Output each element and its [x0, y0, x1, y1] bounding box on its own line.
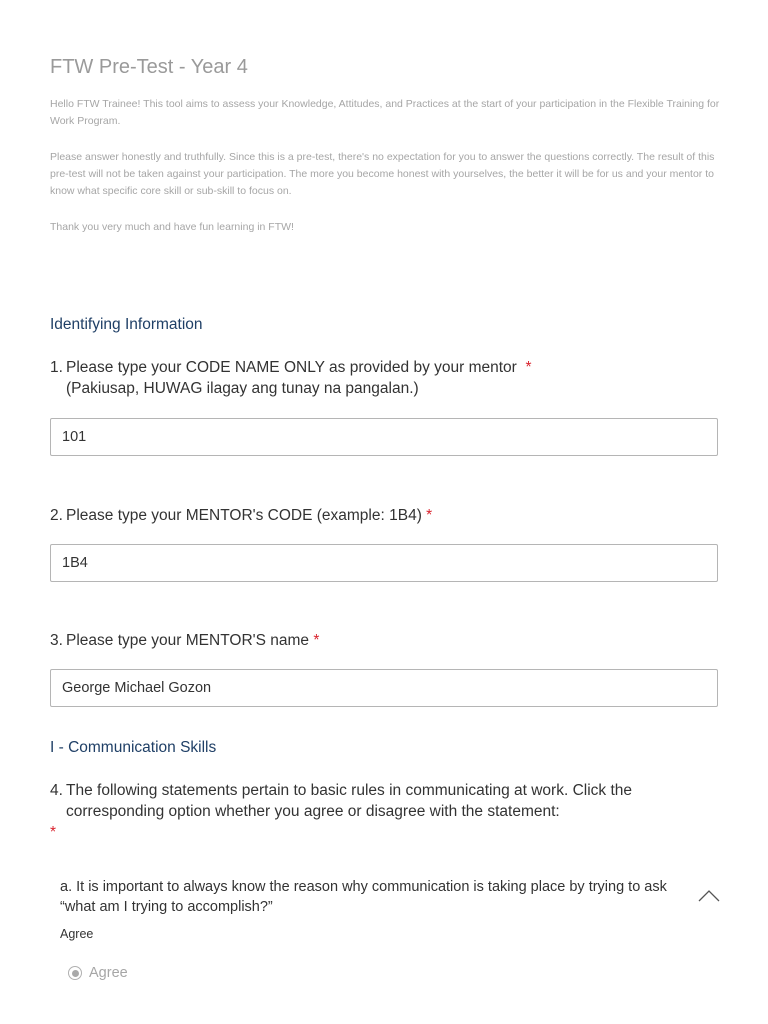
form-title: FTW Pre-Test - Year 4	[50, 56, 248, 78]
question-1-label	[50, 357, 730, 399]
intro-paragraph-3: Thank you very much and have fun learning in FTW!	[50, 221, 294, 233]
question-text: Please type your CODE NAME ONLY as provided by your mentor	[66, 359, 517, 376]
question-number: 2.	[50, 507, 63, 524]
question-text: The following statements pertain to basic rules in communicating at work. Click the	[66, 782, 632, 799]
chevron-up-icon[interactable]	[696, 884, 722, 906]
intro-paragraph-1: Hello FTW Trainee! This tool aims to assess your Knowledge, Attitudes, and Practices at the start of your participation in the Flexible Training for Work Program.	[50, 98, 720, 127]
mentor-code-input[interactable]	[50, 544, 718, 582]
required-asterisk: *	[426, 507, 433, 524]
required-asterisk: *	[525, 359, 532, 376]
question-text: Please type your MENTOR's CODE (example: 1B4)	[66, 507, 422, 524]
question-4-label	[50, 780, 730, 843]
question-subtext: (Pakiusap, HUWAG ilagay ang tunay na pangalan.)	[66, 380, 419, 397]
intro-paragraph-2: Please answer honestly and truthfully. Since this is a pre-test, there's no expectation for you to answer the questions correctly. The result of this pre-test will not be taken against your participation. The more you become honest with yourselves, the better it will be for us and your mentor to know what specific core skill or sub-skill to focus on.	[50, 151, 715, 197]
sub-question-a: a. It is important to always know the reason why communication is taking place by trying to ask “what am I trying to accomplish?”	[60, 879, 667, 915]
question-number: 4.	[50, 782, 63, 799]
question-2-label	[50, 505, 730, 526]
section-title-communication: I - Communication Skills	[50, 739, 217, 756]
section-title-identifying: Identifying Information	[50, 316, 203, 333]
agree-radio-option[interactable]	[68, 962, 128, 984]
question-number: 3.	[50, 632, 63, 649]
question-number: 1.	[50, 359, 63, 376]
required-asterisk: *	[50, 824, 57, 841]
sub-question-a-answer-label: Agree	[60, 927, 94, 941]
radio-selected-icon[interactable]	[68, 966, 82, 980]
mentor-name-input[interactable]	[50, 669, 718, 707]
question-text-line-2: corresponding option whether you agree or disagree with the statement:	[66, 803, 560, 820]
question-3-label	[50, 630, 730, 651]
question-text: Please type your MENTOR'S name	[66, 632, 310, 649]
code-name-input[interactable]	[50, 418, 718, 456]
radio-option-label: Agree	[89, 965, 128, 981]
required-asterisk: *	[313, 632, 320, 649]
